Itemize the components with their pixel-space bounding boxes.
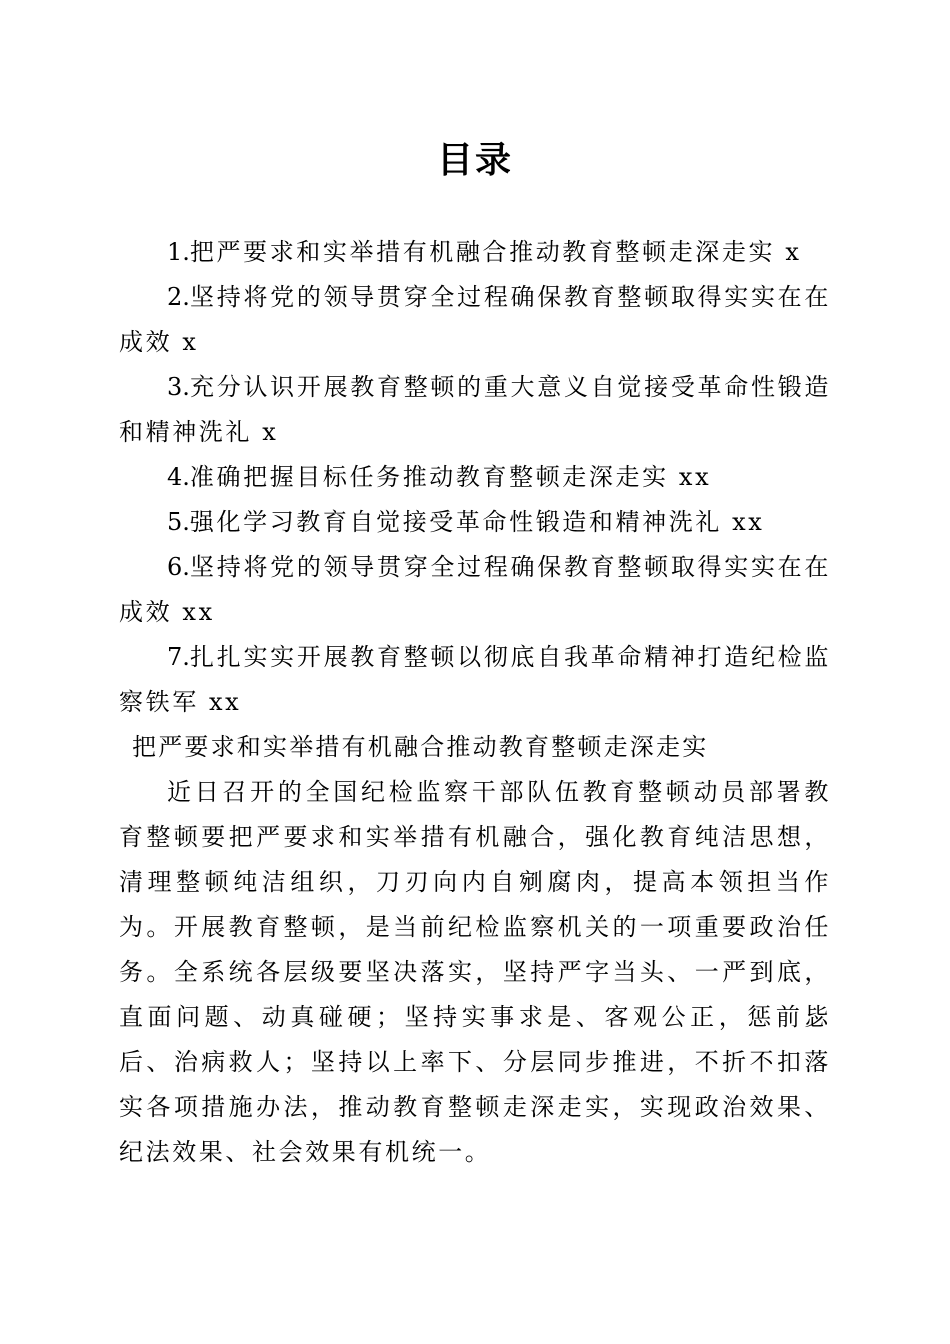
toc-number: 7.	[167, 643, 190, 671]
toc-item	[119, 365, 831, 455]
toc-item	[119, 545, 831, 635]
section-heading: 把严要求和实举措有机融合推动教育整顿走深走实	[132, 733, 709, 761]
toc-item	[119, 230, 831, 275]
toc-text: 把严要求和实举措有机融合推动教育整顿走深走实 x	[189, 238, 802, 266]
toc-number: 3.	[167, 373, 190, 401]
document-body	[119, 230, 831, 1175]
toc-number: 4.	[167, 463, 190, 491]
toc-item	[119, 275, 831, 365]
toc-text: 强化学习教育自觉接受革命性锻造和精神洗礼 xx	[189, 508, 765, 536]
toc-number: 6.	[167, 553, 190, 581]
toc-text: 充分认识开展教育整顿的重大意义自觉接受革命性锻造和精神洗礼 x	[119, 373, 831, 446]
toc-text: 扎扎实实开展教育整顿以彻底自我革命精神打造纪检监察铁军 xx	[119, 643, 831, 716]
toc-text: 坚持将党的领导贯穿全过程确保教育整顿取得实实在在成效 x	[119, 283, 831, 356]
toc-text: 坚持将党的领导贯穿全过程确保教育整顿取得实实在在成效 xx	[119, 553, 831, 626]
toc-item	[119, 635, 831, 725]
body-paragraph: 近日召开的全国纪检监察干部队伍教育整顿动员部署教育整顿要把严要求和实举措有机融合，强化教育纯洁思想，清理整顿纯洁组织，刀刃向内自剜腐肉，提高本领担当作为。开展教育整顿，是当前纪检监察机关的一项重要政治任务。全系统各层级要坚决落实，坚持严字当头、一严到底，直面问题、动真碰硬；坚持实事求是、客观公正，惩前毖后、治病救人；坚持以上率下、分层同步推进，不折不扣落实各项措施办法，推动教育整顿走深走实，实现政治效果、纪法效果、社会效果有机统一。	[119, 778, 831, 1166]
toc-number: 1.	[167, 238, 190, 266]
toc-item	[119, 455, 831, 500]
toc-number: 2.	[167, 283, 190, 311]
toc-text: 准确把握目标任务推动教育整顿走深走实 xx	[189, 463, 712, 491]
toc-item	[119, 500, 831, 545]
page-title: 目录	[436, 139, 513, 181]
toc-number: 5.	[167, 508, 190, 536]
